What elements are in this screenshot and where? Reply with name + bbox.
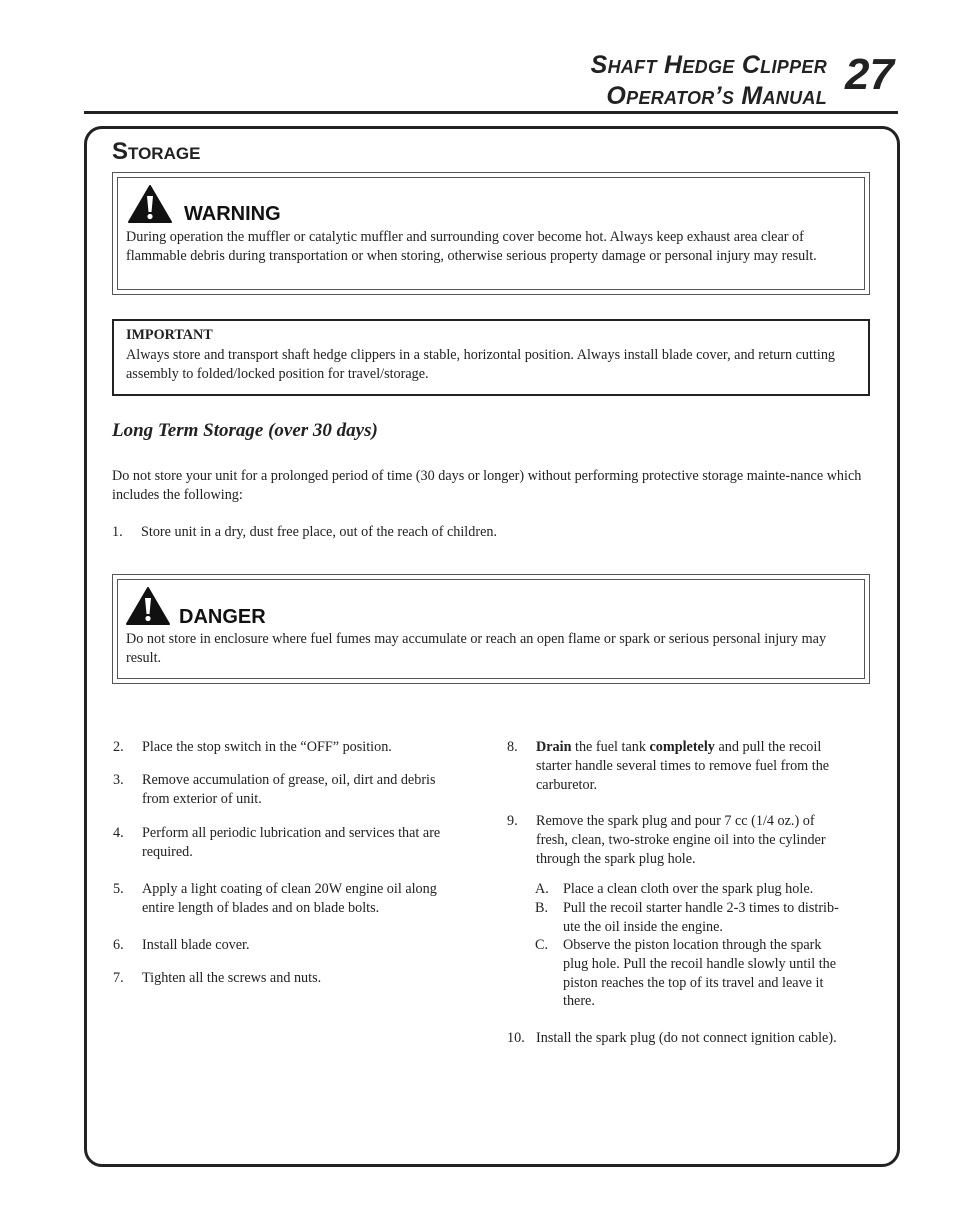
step-text: Perform all periodic lubrication and services that are	[142, 825, 441, 841]
step-number: 6.	[113, 937, 124, 953]
step-text: starter handle several times to remove fuel from the	[536, 757, 830, 774]
page-number: 27	[845, 50, 894, 99]
step-text: Place the stop switch in the “OFF” position.	[142, 739, 392, 755]
important-box	[112, 319, 870, 396]
step-number: 4.	[113, 825, 124, 841]
warning-title: WARNING	[184, 203, 281, 225]
danger-triangle-icon	[125, 586, 171, 626]
manual-title-line2: Operator’s Manual	[606, 82, 827, 110]
step-text: Drain the fuel tank completely and pull the recoil	[536, 739, 822, 755]
step-text: Install blade cover.	[142, 937, 250, 953]
step-text: fresh, clean, two-stroke engine oil into the cylinder	[536, 831, 826, 848]
step-text: carburetor.	[536, 776, 598, 793]
step-text: Tighten all the screws and nuts.	[142, 970, 322, 986]
warning-box	[112, 172, 870, 295]
substep-letter: B.	[535, 900, 549, 916]
manual-title	[591, 50, 827, 112]
step-number: 2.	[113, 739, 124, 755]
danger-title: DANGER	[179, 606, 266, 628]
long-term-intro: Do not store your unit for a prolonged period of time (30 days or longer) without performing protective storage mainte-nance which includes the following:	[112, 468, 862, 503]
step-number: 10.	[507, 1030, 525, 1046]
important-title: IMPORTANT	[126, 327, 213, 343]
substep-text: ute the oil inside the engine.	[563, 918, 723, 935]
substep-text: Place a clean cloth over the spark plug hole.	[563, 881, 814, 897]
step-text: Store unit in a dry, dust free place, out of the reach of children.	[141, 524, 498, 540]
step-number: 9.	[507, 813, 518, 829]
emphasis-completely: completely	[649, 739, 715, 755]
warning-text: During operation the muffler or catalytic muffler and surrounding cover become hot. Always keep exhaust area clear of flammable debris during transportation or when storing, otherwise serious property damage or personal injury may result.	[126, 229, 817, 264]
step-number: 1.	[112, 524, 123, 540]
danger-text: Do not store in enclosure where fuel fumes may accumulate or reach an open flame or spark or serious personal injury may result.	[126, 631, 827, 666]
step-text: Remove accumulation of grease, oil, dirt and debris	[142, 772, 436, 788]
header-rule	[84, 111, 898, 114]
long-term-storage-heading: Long Term Storage (over 30 days)	[112, 420, 378, 441]
step-text: entire length of blades and on blade bolts.	[142, 899, 380, 916]
substep-text: there.	[563, 993, 595, 1010]
manual-title-line1: Shaft Hedge Clipper	[590, 51, 827, 79]
step-number: 8.	[507, 739, 518, 755]
substep-text: plug hole. Pull the recoil handle slowly until the	[563, 955, 837, 972]
substep-text: Observe the piston location through the spark	[563, 937, 822, 953]
step-number: 7.	[113, 970, 124, 986]
step-text: Apply a light coating of clean 20W engine oil along	[142, 881, 437, 897]
danger-box	[112, 574, 870, 684]
substep-text: Pull the recoil starter handle 2-3 times to distrib-	[563, 900, 839, 916]
substep-letter: C.	[535, 937, 549, 953]
step-number: 5.	[113, 881, 124, 897]
step-text: from exterior of unit.	[142, 790, 262, 807]
step-text: through the spark plug hole.	[536, 850, 696, 867]
step-text: Install the spark plug (do not connect ignition cable).	[536, 1030, 837, 1046]
step-number: 3.	[113, 772, 124, 788]
section-title: Storage	[112, 138, 201, 165]
step-text: required.	[142, 843, 193, 860]
warning-triangle-icon	[127, 184, 173, 224]
emphasis-drain: Drain	[536, 739, 572, 755]
step-text: Remove the spark plug and pour 7 cc (1/4 oz.) of	[536, 813, 815, 829]
substep-letter: A.	[535, 881, 549, 897]
important-text: Always store and transport shaft hedge clippers in a stable, horizontal position. Always install blade cover, and return cutting assembly to folded/locked position for travel/storage.	[126, 347, 836, 382]
substep-text: piston reaches the top of its travel and leave it	[563, 974, 824, 991]
